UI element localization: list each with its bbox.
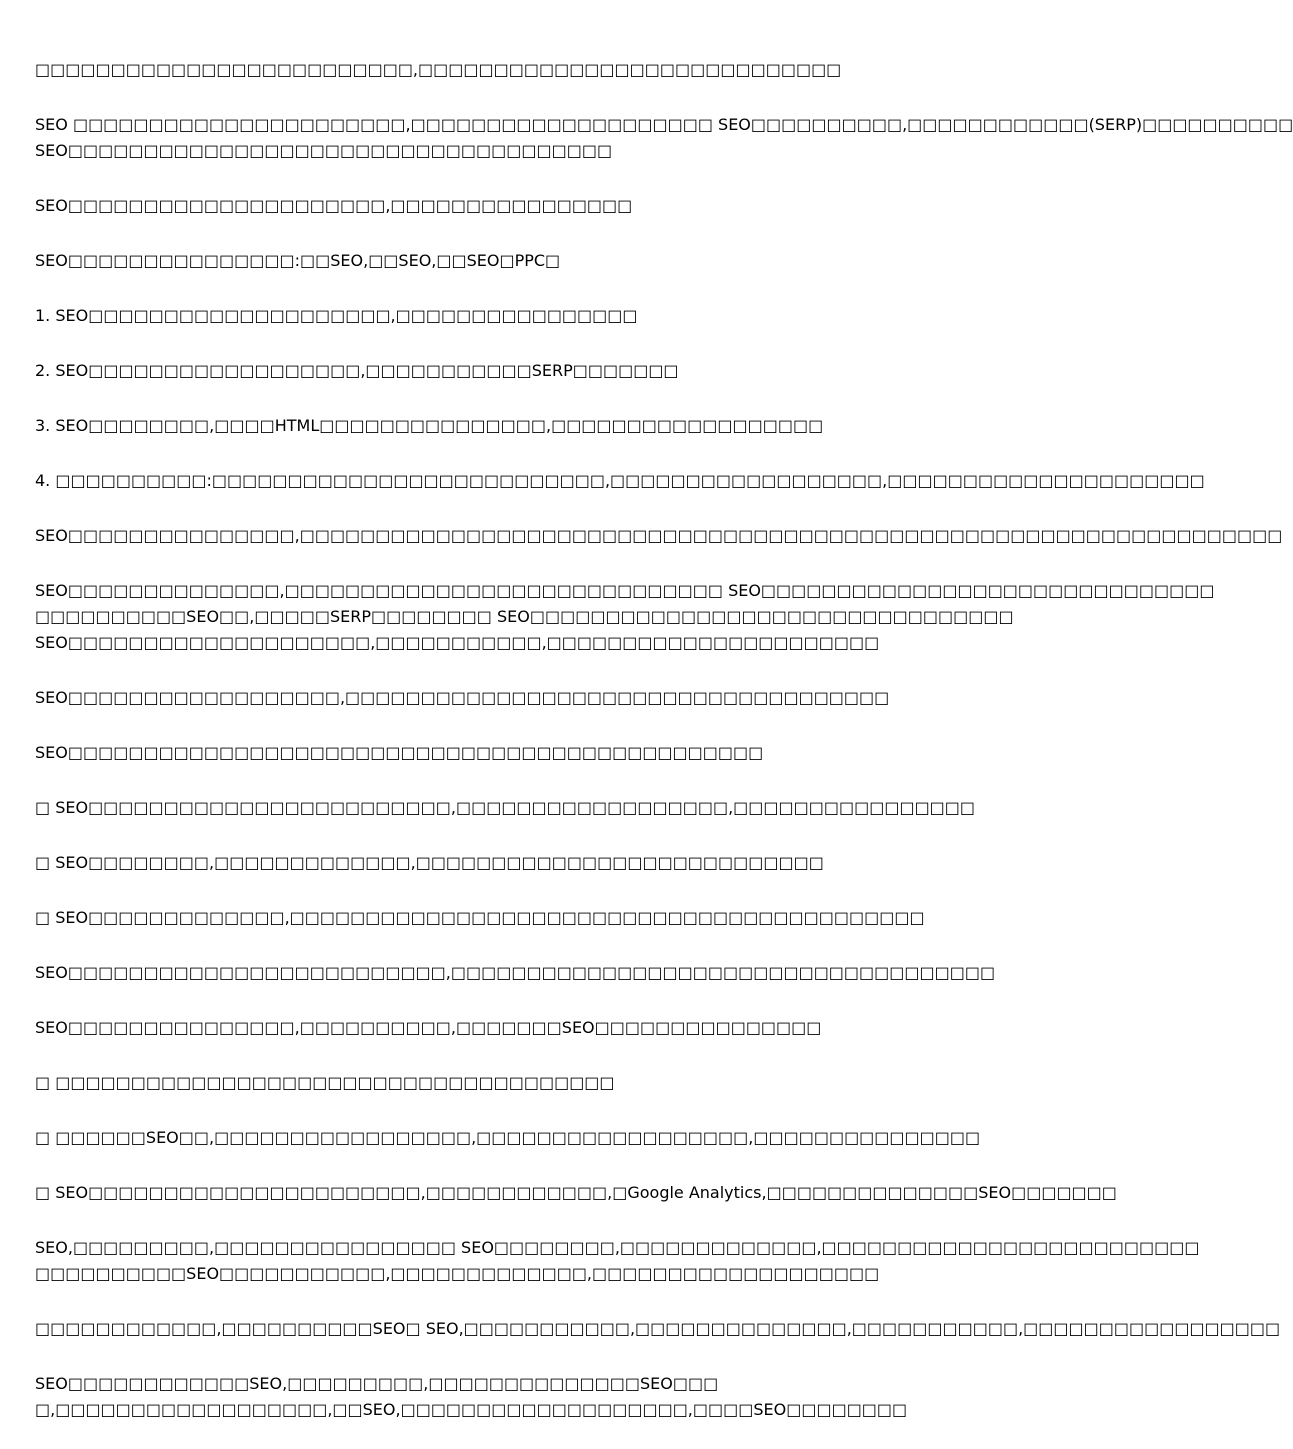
paragraph-line: SEO □□□□□□□□□□□□□□□□□□□□□□,□□□□□□□□□□□□□□□□□□□□ SEO□□□□□□□□□□,□□□□□□□□□□□□(SERP)□□□□□□□□□□ [35, 115, 1293, 134]
paragraph [35, 685, 984, 711]
paragraph-gap [35, 821, 984, 850]
paragraph-gap [35, 986, 984, 1015]
paragraph-line: SEO,□□□□□□□□□,□□□□□□□□□□□□□□□□ SEO□□□□□□□□,□□□□□□□□□□□□□,□□□□□□□□□□□□□□□□□□□□□□□□□ [35, 1238, 1200, 1257]
paragraph [35, 57, 984, 83]
paragraph [35, 1125, 984, 1151]
paragraph-line: SEO□□□□□□□□□□□□□□□:□□SEO,□□SEO,□□SEO□PPC□ [35, 251, 561, 270]
paragraph-gap [35, 656, 984, 685]
paragraph [35, 1316, 1281, 1342]
paragraph-line: □ SEO□□□□□□□□□□□□□,□□□□□□□□□□□□□□□□□□□□□□□□□□□□□□□□□□□□□□□□□□ [35, 908, 925, 927]
paragraph [35, 358, 984, 384]
paragraph-line: □□□□□□□□□□SEO□□□□□□□□□□□,□□□□□□□□□□□□□,□□□□□□□□□□□□□□□□□□□ [35, 1264, 880, 1283]
paragraph-line: □ SEO□□□□□□□□□□□□□□□□□□□□□□,□□□□□□□□□□□□,□Google Analytics,□□□□□□□□□□□□□□SEO□□□□□□□ [35, 1183, 1117, 1202]
paragraph-line: SEO□□□□□□□□□□□□SEO,□□□□□□□□□,□□□□□□□□□□□□□□SEO□□□ [35, 1374, 719, 1393]
paragraph-line: SEO□□□□□□□□□□□□□□□□□□□□□,□□□□□□□□□□□□□□□□ [35, 196, 633, 215]
paragraph-line: SEO□□□□□□□□□□□□□□□□□□□□□□□□□,□□□□□□□□□□□□□□□□□□□□□□□□□□□□□□□□□□□□ [35, 963, 996, 982]
paragraph-gap [35, 329, 984, 358]
paragraph [35, 578, 1215, 656]
paragraph-line: SEO□□□□□□□□□□□□□□□,□□□□□□□□□□,□□□□□□□SEO□□□□□□□□□□□□□□□ [35, 1018, 822, 1037]
paragraph [35, 850, 984, 876]
paragraph-line: SEO□□□□□□□□□□□□□□□,□□□□□□□□□□□□□□□□□□□□□□□□□□□□□□□□□□□□□□□□□□□□□□□□□□□□□□□□□□□□□□□□□ [35, 526, 1283, 545]
paragraph [35, 1371, 984, 1423]
paragraph-gap [35, 219, 984, 248]
paragraph-gap [35, 766, 984, 795]
paragraph-line: □□□□□□□□□□SEO□□,□□□□□SERP□□□□□□□□ SEO□□□□□□□□□□□□□□□□□□□□□□□□□□□□□□□□ [35, 607, 1014, 626]
paragraph-gap [35, 1151, 984, 1180]
paragraph-line: 2. SEO□□□□□□□□□□□□□□□□□□,□□□□□□□□□□□SERP□□□□□□□ [35, 361, 679, 380]
paragraph [35, 523, 1283, 549]
paragraph-line: □ □□□□□□SEO□□,□□□□□□□□□□□□□□□□□,□□□□□□□□□□□□□□□□□□,□□□□□□□□□□□□□□□ [35, 1128, 981, 1147]
paragraph-gap [35, 274, 984, 303]
paragraph-line: SEO□□□□□□□□□□□□□□□□□□,□□□□□□□□□□□□□□□□□□□□□□□□□□□□□□□□□□□□ [35, 688, 890, 707]
paragraph-line: 4. □□□□□□□□□□:□□□□□□□□□□□□□□□□□□□□□□□□□□,□□□□□□□□□□□□□□□□□□,□□□□□□□□□□□□□□□□□□□□□ [35, 471, 1205, 490]
paragraph-line: □□□□□□□□□□□□□□□□□□□□□□□□□,□□□□□□□□□□□□□□□□□□□□□□□□□□□□ [35, 60, 842, 79]
paragraph [35, 303, 984, 329]
paragraph-line: SEO□□□□□□□□□□□□□□,□□□□□□□□□□□□□□□□□□□□□□□□□□□□□ SEO□□□□□□□□□□□□□□□□□□□□□□□□□□□□□□ [35, 581, 1215, 600]
paragraph [35, 1180, 1117, 1206]
paragraph-line: SEO□□□□□□□□□□□□□□□□□□□□□□□□□□□□□□□□□□□□ [35, 141, 613, 160]
paragraph-line: SEO□□□□□□□□□□□□□□□□□□□□,□□□□□□□□□□□,□□□□□□□□□□□□□□□□□□□□□□ [35, 633, 880, 652]
paragraph [35, 1235, 1200, 1287]
paragraph-line: 3. SEO□□□□□□□□,□□□□HTML□□□□□□□□□□□□□□□,□□□□□□□□□□□□□□□□□□ [35, 416, 824, 435]
paragraph [35, 795, 984, 821]
paragraph-gap [35, 164, 984, 193]
paragraph-gap [35, 1041, 984, 1070]
paragraph [35, 112, 1293, 164]
paragraph-gap [35, 931, 984, 960]
paragraph-line: 1. SEO□□□□□□□□□□□□□□□□□□□□,□□□□□□□□□□□□□□□□ [35, 306, 638, 325]
paragraph [35, 413, 984, 439]
paragraph [35, 1070, 984, 1096]
paragraph-line: SEO□□□□□□□□□□□□□□□□□□□□□□□□□□□□□□□□□□□□□□□□□□□□□□ [35, 743, 764, 762]
paragraph-gap [35, 549, 984, 578]
paragraph-gap [35, 1342, 984, 1371]
paragraph-gap [35, 83, 984, 112]
paragraph-gap [35, 384, 984, 413]
paragraph-gap [35, 494, 984, 523]
paragraph-line: □ SEO□□□□□□□□□□□□□□□□□□□□□□□□,□□□□□□□□□□□□□□□□□□,□□□□□□□□□□□□□□□□ [35, 798, 976, 817]
paragraph [35, 193, 984, 219]
paragraph-gap [35, 439, 984, 468]
paragraph-gap [35, 1206, 984, 1235]
paragraph [35, 248, 984, 274]
paragraph-gap [35, 1287, 984, 1316]
paragraph-line: □□□□□□□□□□□□,□□□□□□□□□□SEO□ SEO,□□□□□□□□□□□,□□□□□□□□□□□□□□,□□□□□□□□□□□,□□□□□□□□□□□□□□□□□ [35, 1319, 1281, 1338]
paragraph-line: □ □□□□□□□□□□□□□□□□□□□□□□□□□□□□□□□□□□□□□ [35, 1073, 615, 1092]
paragraph-line: □,□□□□□□□□□□□□□□□□□□,□□SEO,□□□□□□□□□□□□□□□□□□□,□□□□SEO□□□□□□□□ [35, 1400, 908, 1419]
paragraph [35, 740, 984, 766]
paragraph-gap [35, 876, 984, 905]
paragraph-gap [35, 1096, 984, 1125]
paragraph [35, 468, 1205, 494]
paragraph-gap [35, 711, 984, 740]
paragraph [35, 905, 984, 931]
paragraph-line: □ SEO□□□□□□□□,□□□□□□□□□□□□□,□□□□□□□□□□□□□□□□□□□□□□□□□□□ [35, 853, 824, 872]
paragraph [35, 1015, 984, 1041]
paragraph [35, 960, 996, 986]
